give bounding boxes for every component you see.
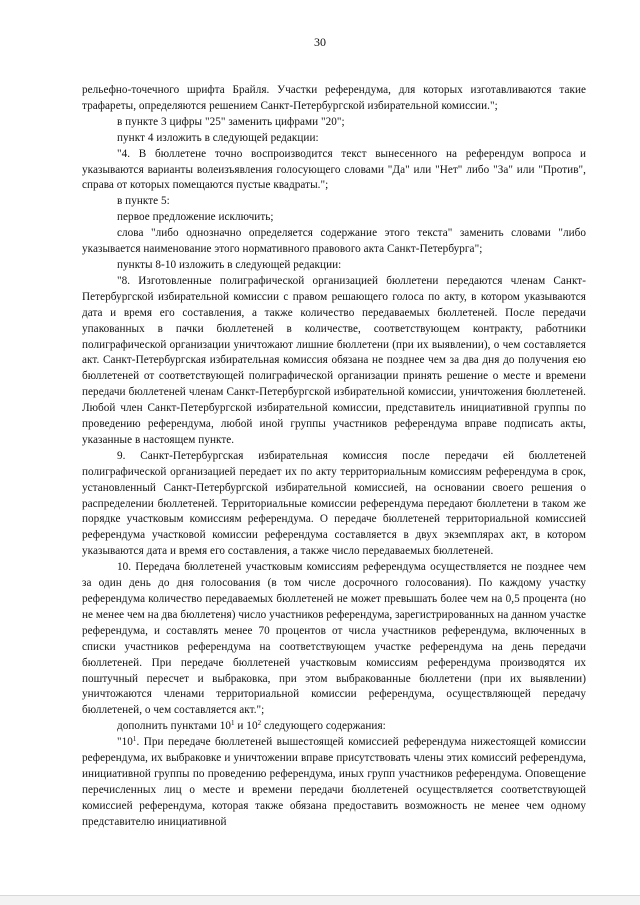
paragraph-2: в пункте 3 цифры "25" заменить цифрами "20"; [117,115,345,128]
paragraph-8: пункты 8-10 изложить в следующей редакции: [117,258,342,271]
paragraph-10: 9. Санкт-Петербургская избирательная комиссия после передачи ей бюллетеней полиграфической организацией передает их по акту территориальным комиссиям референдума в срок, установленный Санкт-Петербургской избирательной комиссией, на основании своего решения о распределении бюллетеней. Территориальные комиссии референдума передают бюллетени в таком же порядке участковым комиссиям референдума. О передаче бюллетеней территориальной комиссией референдума участковой комиссии референдума составляется в двух экземплярах акт, в котором указываются дата и время его составления, а также число передаваемых бюллетеней. [82,449,586,558]
page-bottom-edge [0,895,640,905]
paragraph-5: в пункте 5: [117,195,170,208]
page-number: 30 [314,35,326,49]
paragraph-12-part-a: дополнить пунктами 10 [117,720,232,733]
document-body [82,83,586,831]
paragraph-7: слова "либо однозначно определяется содержание этого текста" заменить словами "либо указывается наименование этого нормативного правового акта Санкт-Петербурга"; [82,227,586,256]
paragraph-11: 10. Передача бюллетеней участковым комиссиям референдума осуществляется не позднее чем за один день до дня голосования (в том числе досрочного голосования). По каждому участку референдума количество передаваемых бюллетеней не может превышать более чем на 0,5 процента (но не менее чем на два бюллетеня) число участников референдума, зарегистрированных на данном участке референдума, и составлять менее 70 процентов от числа участников референдума, включенных в списки участников референдума на соответствующем участке референдума на день передачи бюллетеней. При передаче бюллетеней участковым комиссиям референдума производятся их поштучный пересчет и выбраковка, при этом выбракованные бюллетени (при их выявлении) уничтожаются членами территориальной комиссии референдума, осуществляющей передачу бюллетеней, о чем составляется акт."; [82,561,586,717]
superscript-1: 1 [231,719,235,728]
paragraph-12 [82,719,586,735]
paragraph-9: "8. Изготовленные полиграфической организацией бюллетени передаются членам Санкт-Петербургской избирательной комиссии с правом решающего голоса по акту, в котором указываются дата и время его составления, а также количество передаваемых бюллетеней. После передачи упакованных в пачки бюллетеней в количестве, соответствующем контракту, работники полиграфической организации уничтожают лишние бюллетени (при их выявлении), о чем составляется акт. Санкт-Петербургская избирательная комиссия обязана не позднее чем за два дня до получения ею бюллетеней от соответствующей полиграфической организации принять решение о месте и времени передачи бюллетеней членам Санкт-Петербургской избирательной комиссии, уничтожения бюллетеней. Любой член Санкт-Петербургской избирательной комиссии, представитель инициативной группы по проведению референдума, любой иной группы участников референдума вправе подписать акты, указанные в настоящем пункте. [82,274,586,446]
superscript-3: 1 [132,735,137,744]
paragraph-13-part-b: . При передаче бюллетеней вышестоящей комиссией референдума нижестоящей комиссии референдума, их выбраковке и уничтожении вправе присутствовать члены этих комиссий референдума, инициативной группы по проведению референдума, иных групп участников референдума. Оповещение перечисленных лиц о месте и времени передачи бюллетеней осуществляется соответствующей комиссией референдума, которая также обязана предоставить возможность не менее чем одному представителю инициативной [82,736,586,828]
paragraph-4: "4. В бюллетене точно воспроизводится текст вынесенного на референдум вопроса и указываются варианты волеизъявления голосующего словами "Да" или "Нет" либо "За" или "Против", справа от которых помещаются пустые квадраты."; [82,147,586,192]
paragraph-12-part-c: следующего содержания: [261,720,386,733]
paragraph-6: первое предложение исключить; [117,211,274,224]
paragraph-3: пункт 4 изложить в следующей редакции: [117,131,319,144]
paragraph-12-part-b: и 10 [234,720,258,733]
superscript-2: 2 [257,719,262,728]
paragraph-1: рельефно-точечного шрифта Брайля. Участки референдума, для которых изготавливаются такие трафареты, определяются решением Санкт-Петербургской избирательной комиссии."; [82,84,586,112]
paragraph-13-part-a: "10 [117,736,133,749]
paragraph-13 [82,735,586,830]
